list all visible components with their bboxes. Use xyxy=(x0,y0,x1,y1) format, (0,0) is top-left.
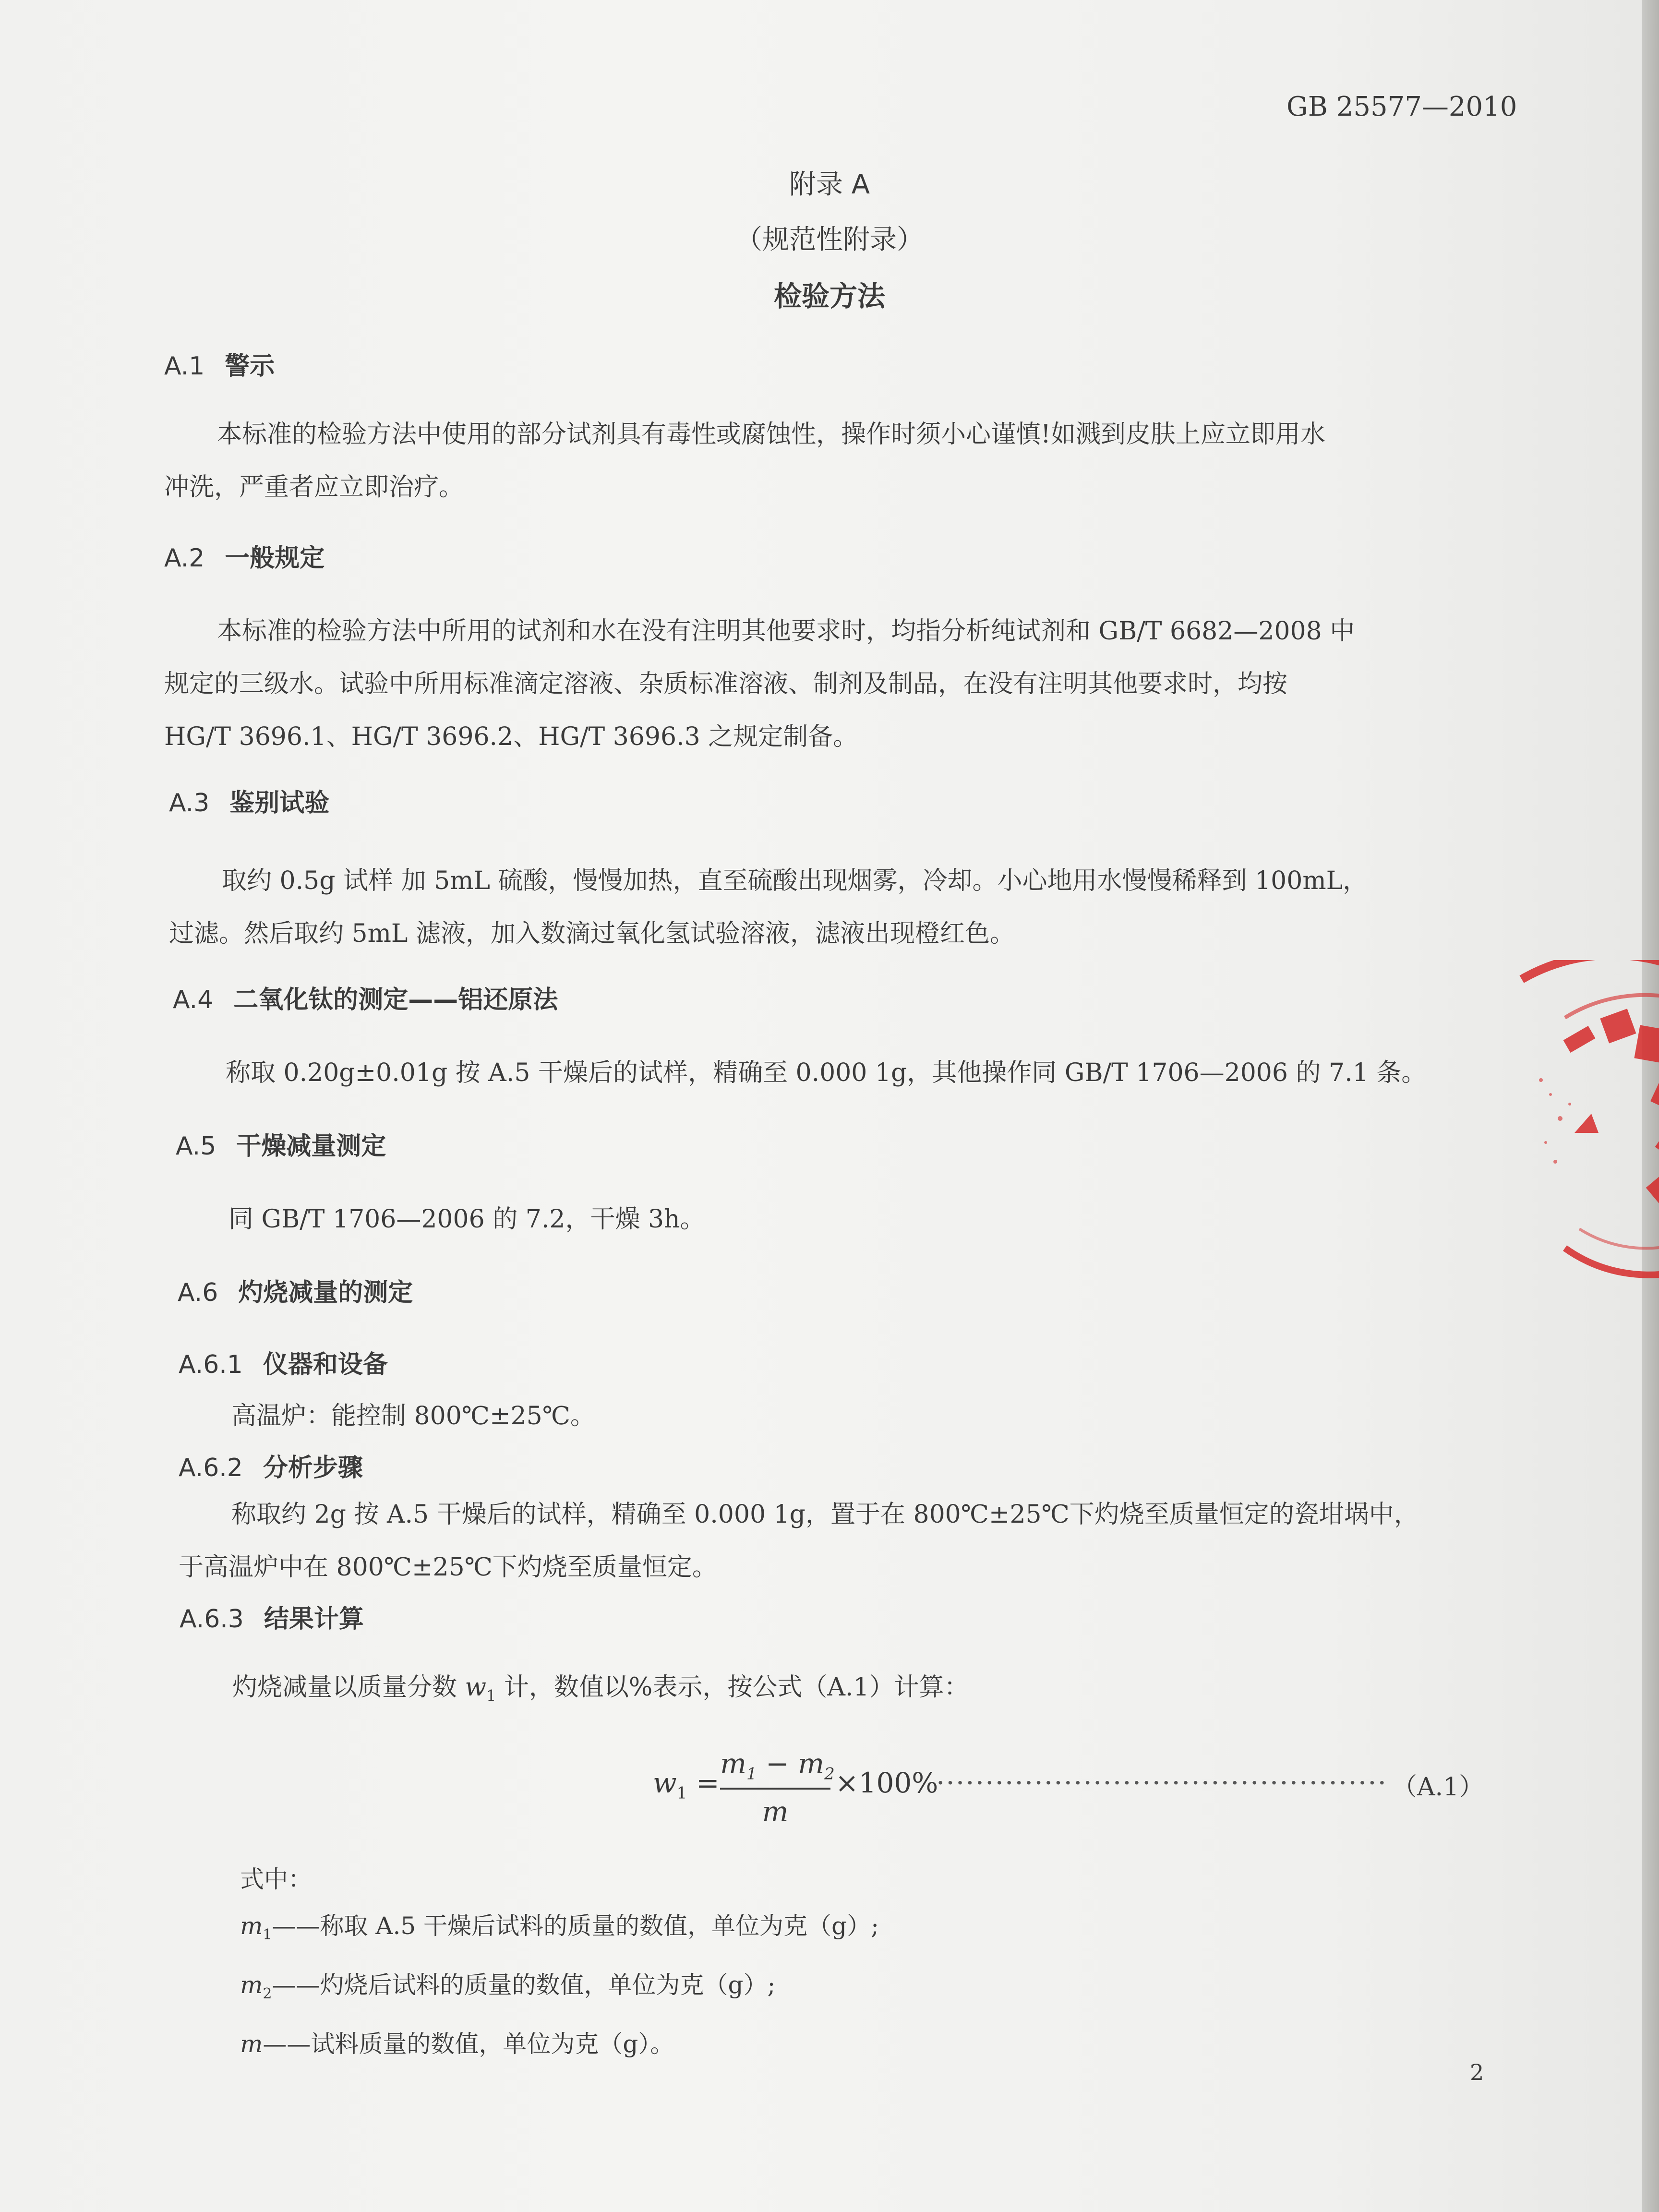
paragraph-line: 过滤。然后取约 5mL 滤液，加入数滴过氧化氢试验溶液，滤液出现橙红色。 xyxy=(169,919,1015,948)
section-heading-a61 xyxy=(179,1344,388,1380)
section-title: 干燥减量测定 xyxy=(236,1132,386,1161)
section-number: A.4 xyxy=(173,986,214,1014)
paragraph-a63 xyxy=(180,1661,969,1722)
paragraph-a2 xyxy=(164,605,1355,763)
paragraph-line: 称取约 2g 按 A.5 干燥后的试样，精确至 0.000 1g，置于在 800℃±25℃下灼烧至质量恒定的瓷坩埚中， xyxy=(231,1500,1419,1529)
section-number: A.5 xyxy=(176,1132,216,1161)
paragraph-line: 于高温炉中在 800℃±25℃下灼烧至质量恒定。 xyxy=(179,1553,717,1582)
section-number: A.2 xyxy=(164,544,205,573)
section-heading-a6 xyxy=(178,1272,413,1308)
section-heading-a4 xyxy=(173,979,558,1015)
where-item-m2: $m_2——$灼烧后试料的质量的数值，单位为克（g）; xyxy=(240,1971,776,2002)
appendix-label: 附录 A xyxy=(789,169,870,200)
paragraph-a3 xyxy=(169,854,1368,960)
where-item-m: m——试料质量的数值，单位为克（g）。 xyxy=(240,2030,674,2058)
formula-number: （A.1） xyxy=(1392,1773,1484,1802)
formula-a1 xyxy=(653,1738,1565,1834)
paragraph-a5 xyxy=(176,1193,705,1246)
appendix-title: 检验方法 xyxy=(773,280,885,313)
where-list xyxy=(240,1901,879,2069)
paragraph-a4 xyxy=(173,1046,1426,1099)
section-number: A.3 xyxy=(169,789,210,817)
section-title: 仪器和设备 xyxy=(263,1350,388,1379)
paragraph-line: 灼烧减量以质量分数 $w_1$ 计，数值以%表示，按公式（A.1）计算： xyxy=(232,1673,969,1705)
paragraph-line: 本标准的检验方法中使用的部分试剂具有毒性或腐蚀性，操作时须小心谨慎!如溅到皮肤上应立即用水 xyxy=(217,420,1325,449)
red-seal-stamp xyxy=(1512,960,1659,1296)
section-number: A.6.1 xyxy=(179,1350,243,1379)
section-heading-a5 xyxy=(176,1126,386,1162)
section-title: 鉴别试验 xyxy=(229,789,330,817)
formula-times-100: ×100% xyxy=(835,1767,938,1799)
paragraph-line: 冲洗，严重者应立即治疗。 xyxy=(164,473,464,502)
section-title: 一般规定 xyxy=(225,544,325,573)
standard-number: GB 25577—2010 xyxy=(1286,91,1517,122)
page-number: 2 xyxy=(1470,2059,1484,2085)
paragraph-line: 规定的三级水。试验中所用标准滴定溶液、杂质标准溶液、制剂及制品，在没有注明其他要求时，均按 xyxy=(164,670,1288,698)
paragraph-line: 称取 0.20g±0.01g 按 A.5 干燥后的试样，精确至 0.000 1g，其他操作同 GB/T 1706—2006 的 7.1 条。 xyxy=(226,1058,1427,1087)
section-number: A.6.2 xyxy=(179,1454,243,1482)
section-title: 结果计算 xyxy=(264,1605,364,1634)
section-title: 警示 xyxy=(225,352,275,381)
paragraph-line: 同 GB/T 1706—2006 的 7.2，干燥 3h。 xyxy=(228,1205,705,1234)
section-number: A.6 xyxy=(178,1278,218,1307)
paragraph-a61 xyxy=(179,1390,595,1443)
paragraph-line: 高温炉：能控制 800℃±25℃。 xyxy=(231,1402,595,1431)
section-number: A.6.3 xyxy=(180,1605,244,1634)
paragraph-line: HG/T 3696.1、HG/T 3696.2、HG/T 3696.3 之规定制备。 xyxy=(164,722,858,751)
section-heading-a2 xyxy=(164,538,325,574)
section-title: 二氧化钛的测定——铝还原法 xyxy=(233,986,558,1014)
where-intro: 式中： xyxy=(240,1865,312,1893)
section-title: 分析步骤 xyxy=(263,1454,363,1482)
paragraph-a62 xyxy=(179,1488,1419,1594)
formula-lhs: $w_1$ xyxy=(653,1767,687,1803)
formula-leader: ·············································· xyxy=(936,1767,1388,1799)
formula-equals: = xyxy=(696,1767,720,1799)
section-number: A.1 xyxy=(164,352,205,381)
paragraph-line: 本标准的检验方法中所用的试剂和水在没有注明其他要求时，均指分析纯试剂和 GB/T 6682—2008 中 xyxy=(217,617,1355,646)
section-heading-a1 xyxy=(164,346,275,382)
section-title: 灼烧减量的测定 xyxy=(238,1278,413,1307)
formula-numerator: $m_1 - m_2$ xyxy=(720,1747,835,1784)
section-heading-a63 xyxy=(180,1599,364,1635)
section-heading-a3 xyxy=(169,782,329,818)
appendix-type: （规范性附录） xyxy=(735,224,924,255)
paragraph-a1 xyxy=(164,408,1325,514)
section-heading-a62 xyxy=(179,1447,363,1483)
fraction-bar xyxy=(720,1788,830,1790)
formula-denominator: m xyxy=(762,1795,789,1828)
paragraph-line: 取约 0.5g 试样 加 5mL 硫酸，慢慢加热，直至硫酸出现烟雾，冷却。小心地用水慢慢稀释到 100mL， xyxy=(222,866,1368,895)
where-item-m1: $m_1——$称取 A.5 干燥后试料的质量的数值，单位为克（g）; xyxy=(240,1912,879,1943)
